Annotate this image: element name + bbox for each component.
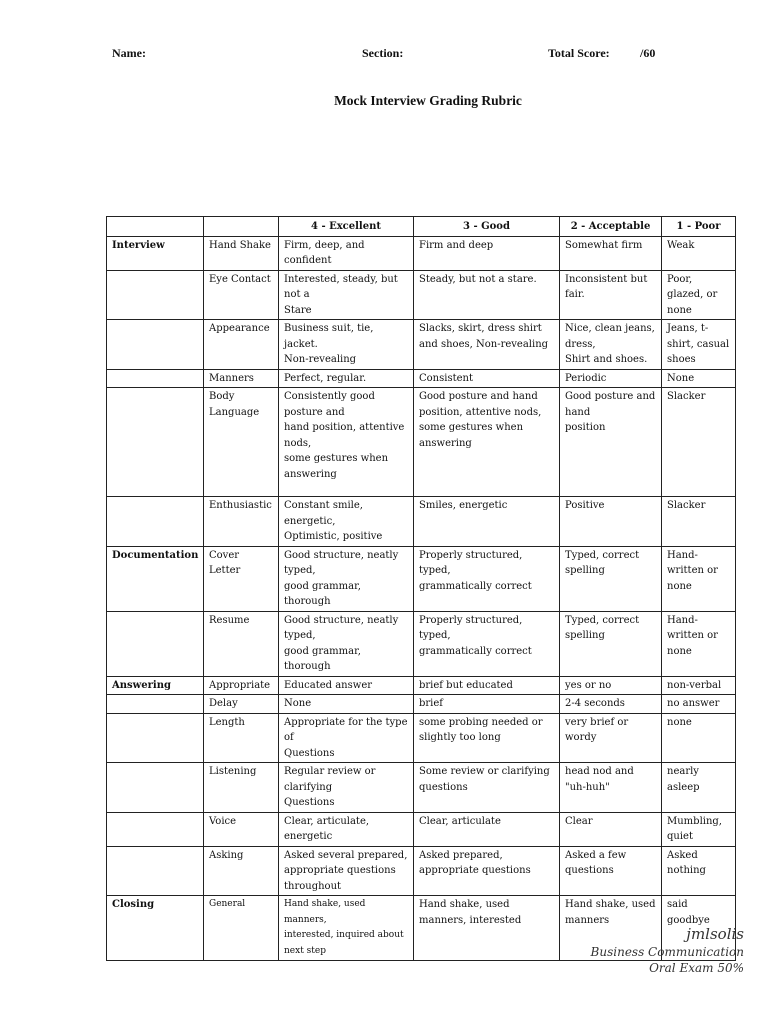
table-row	[107, 546, 736, 611]
cell-text: glazed, or	[667, 289, 718, 300]
cell-text: Jeans, t-	[667, 323, 709, 334]
cell-poor	[662, 388, 736, 497]
cell-text: None	[284, 698, 312, 709]
cell-text: hand position, attentive	[284, 422, 405, 433]
cell-good	[414, 896, 560, 961]
cell-text: Firm, deep, and	[284, 239, 365, 251]
cell-criterion	[204, 846, 279, 896]
cell-criterion	[204, 812, 279, 846]
cell-text: Poor,	[667, 273, 693, 285]
section-label: Section:	[362, 46, 404, 60]
cell-excellent	[279, 846, 414, 896]
cell-text: Nice, clean jeans,	[565, 323, 655, 334]
table-row	[107, 236, 736, 270]
cell-text: good grammar, thorough	[284, 645, 361, 672]
cell-text: fair.	[565, 289, 585, 300]
cell-text: questions	[565, 865, 614, 876]
cell-text: Eye Contact	[209, 273, 271, 285]
signature-line-1: Business Communication	[590, 945, 744, 959]
cell-text: Documentation	[112, 549, 199, 561]
cell-text: position	[565, 422, 606, 433]
cell-text: throughout	[284, 880, 342, 892]
cell-text: slightly too long	[419, 732, 501, 743]
cell-good	[414, 369, 560, 388]
rubric-table	[106, 216, 736, 961]
cell-text: asleep	[667, 781, 700, 793]
cell-category	[107, 546, 204, 611]
cell-category	[107, 846, 204, 896]
cell-text: typed,	[284, 565, 316, 576]
cell-good	[414, 497, 560, 547]
cell-text: Voice	[209, 815, 237, 827]
cell-text: "uh-huh"	[565, 781, 610, 793]
page-title: Mock Interview Grading Rubric	[334, 93, 522, 108]
total-score-label: Total Score:	[548, 46, 610, 60]
cell-text: Good posture and hand	[419, 391, 538, 402]
cell-criterion	[204, 320, 279, 370]
cell-category	[107, 369, 204, 388]
cell-excellent	[279, 388, 414, 497]
cell-text: Asking	[209, 849, 244, 861]
cell-text: goodbye	[667, 914, 710, 926]
cell-text: Slacker	[667, 500, 706, 511]
cell-text: nods,	[284, 437, 312, 449]
column-header-good: 3 - Good	[414, 217, 560, 237]
cell-text: Interview	[112, 239, 165, 251]
cell-criterion	[204, 695, 279, 714]
cell-text: Manners	[209, 372, 254, 384]
rubric-header-row	[107, 217, 736, 237]
cell-text: Delay	[209, 698, 238, 709]
cell-text: Slacks, skirt, dress shirt	[419, 323, 542, 334]
cell-text: written or	[667, 630, 718, 641]
cell-category	[107, 763, 204, 813]
table-row	[107, 320, 736, 370]
table-row	[107, 270, 736, 320]
cell-text: Questions	[284, 797, 335, 808]
cell-text: shirt, casual	[667, 338, 730, 350]
cell-text: Consistent	[419, 372, 473, 384]
cell-text: Steady, but not a stare.	[419, 273, 537, 285]
cell-good	[414, 611, 560, 676]
cell-text: Questions	[284, 747, 335, 759]
cell-excellent	[279, 497, 414, 547]
cell-text: Asked	[667, 849, 698, 861]
cell-text: spelling	[565, 565, 605, 576]
cell-text: Good posture and	[565, 391, 656, 402]
cell-category	[107, 896, 204, 961]
table-row	[107, 611, 736, 676]
cell-criterion	[204, 270, 279, 320]
table-row	[107, 763, 736, 813]
cell-text: brief	[419, 698, 443, 709]
total-score-value: /60	[640, 46, 656, 60]
cell-text: Length	[209, 716, 245, 728]
cell-text: Typed, correct	[565, 614, 640, 626]
rubric-body	[107, 236, 736, 961]
cell-text: Slacker	[667, 391, 706, 402]
cell-text: Some review or clarifying	[419, 766, 550, 777]
cell-category	[107, 676, 204, 695]
table-row	[107, 369, 736, 388]
cell-text: none	[667, 645, 692, 657]
cell-poor	[662, 695, 736, 714]
cell-text: Clear, articulate,	[284, 815, 370, 827]
cell-text: none	[667, 580, 692, 592]
cell-text: energetic,	[284, 515, 336, 527]
cell-text: Smiles, energetic	[419, 500, 508, 511]
cell-excellent	[279, 369, 414, 388]
cell-excellent	[279, 812, 414, 846]
cell-text: manners	[565, 914, 610, 926]
cell-acceptable	[560, 497, 662, 547]
cell-text: written or	[667, 565, 718, 576]
cell-text: Positive	[565, 500, 605, 511]
cell-text: General	[209, 899, 246, 909]
cell-text: Periodic	[565, 372, 607, 384]
cell-good	[414, 812, 560, 846]
cell-text: Hand shake, used	[419, 899, 510, 910]
cell-text: Consistently good	[284, 391, 375, 402]
cell-criterion	[204, 676, 279, 695]
cell-excellent	[279, 676, 414, 695]
cell-good	[414, 763, 560, 813]
cell-text: posture and	[284, 406, 345, 418]
cell-good	[414, 713, 560, 763]
cell-text: good grammar, thorough	[284, 580, 361, 607]
cell-acceptable	[560, 270, 662, 320]
signature-block	[591, 924, 744, 976]
cell-text: Answering	[112, 679, 171, 691]
cell-text: Regular review or	[284, 766, 376, 777]
cell-text: next step	[284, 945, 326, 956]
cell-text: interested, inquired about	[284, 930, 404, 940]
cell-text: Appropriate for the type	[284, 716, 408, 728]
cell-text: not a	[284, 289, 310, 300]
cell-text: Closing	[112, 899, 155, 910]
cell-excellent	[279, 270, 414, 320]
cell-text: Enthusiastic	[209, 500, 272, 511]
cell-text: confident	[284, 255, 332, 266]
cell-criterion	[204, 763, 279, 813]
cell-text: nothing	[667, 865, 706, 876]
cell-category	[107, 270, 204, 320]
cell-excellent	[279, 713, 414, 763]
cell-good	[414, 388, 560, 497]
cell-text: Shirt and shoes.	[565, 354, 648, 365]
table-row	[107, 713, 736, 763]
cell-acceptable	[560, 546, 662, 611]
cell-text: clarifying	[284, 781, 333, 793]
cell-text: Properly structured, typed,	[419, 549, 523, 576]
cell-text: Inconsistent but	[565, 273, 648, 285]
cell-text: Letter	[209, 565, 241, 576]
cell-category	[107, 713, 204, 763]
cell-text: appropriate questions	[284, 865, 396, 876]
cell-text: Optimistic, positive	[284, 531, 383, 542]
cell-text: Somewhat firm	[565, 239, 643, 251]
cell-text: appropriate questions	[419, 865, 531, 876]
cell-text: Cover	[209, 549, 240, 561]
cell-text: Weak	[667, 239, 695, 251]
cell-text: of	[284, 732, 294, 743]
cell-text: head nod and	[565, 766, 634, 777]
cell-text: Resume	[209, 614, 250, 626]
cell-criterion	[204, 369, 279, 388]
cell-good	[414, 846, 560, 896]
cell-text: shoes	[667, 354, 696, 365]
cell-text: Body	[209, 391, 235, 402]
cell-text: Asked prepared,	[419, 849, 503, 861]
table-row	[107, 497, 736, 547]
cell-text: grammatically correct	[419, 580, 532, 592]
cell-text: dress,	[565, 338, 596, 350]
cell-text: quiet	[667, 831, 693, 842]
cell-acceptable	[560, 236, 662, 270]
cell-text: Constant smile,	[284, 500, 363, 511]
cell-text: very brief or	[565, 716, 629, 728]
cell-text: some gestures when	[284, 453, 389, 464]
cell-text: and shoes, Non-revealing	[419, 338, 549, 350]
cell-criterion	[204, 713, 279, 763]
cell-text: brief but educated	[419, 679, 513, 691]
cell-text: Asked several prepared,	[284, 849, 408, 861]
column-header-excellent: 4 - Excellent	[279, 217, 414, 237]
cell-poor	[662, 763, 736, 813]
cell-text: position, attentive nods,	[419, 406, 542, 418]
cell-text: some gestures when	[419, 422, 524, 433]
cell-criterion	[204, 388, 279, 497]
cell-poor	[662, 846, 736, 896]
cell-text: questions	[419, 781, 468, 793]
column-header-acceptable: 2 - Acceptable	[560, 217, 662, 237]
cell-text: Perfect, regular.	[284, 372, 367, 384]
cell-acceptable	[560, 713, 662, 763]
table-row	[107, 695, 736, 714]
cell-criterion	[204, 896, 279, 961]
cell-text: Hand shake, used manners,	[284, 899, 366, 925]
cell-text: Hand Shake	[209, 239, 271, 251]
cell-acceptable	[560, 388, 662, 497]
cell-acceptable	[560, 695, 662, 714]
cell-poor	[662, 546, 736, 611]
cell-acceptable	[560, 846, 662, 896]
cell-excellent	[279, 236, 414, 270]
cell-text: energetic	[284, 831, 333, 842]
cell-text: Asked a few	[565, 849, 627, 861]
cell-text: Business suit, tie, jacket.	[284, 323, 374, 350]
cell-poor	[662, 320, 736, 370]
cell-text: Hand-	[667, 549, 698, 561]
cell-text: Firm and deep	[419, 239, 494, 251]
cell-good	[414, 546, 560, 611]
table-row	[107, 388, 736, 497]
cell-text: some probing needed or	[419, 716, 543, 728]
cell-category	[107, 388, 204, 497]
cell-poor	[662, 713, 736, 763]
cell-text: 2-4 seconds	[565, 698, 625, 709]
table-row	[107, 812, 736, 846]
cell-text: no answer	[667, 698, 720, 709]
cell-poor	[662, 369, 736, 388]
cell-text: none	[667, 304, 692, 316]
cell-text: Stare	[284, 304, 312, 316]
cell-excellent	[279, 546, 414, 611]
cell-category	[107, 320, 204, 370]
cell-text: Non-revealing	[284, 354, 357, 365]
cell-text: wordy	[565, 732, 597, 743]
cell-category	[107, 812, 204, 846]
cell-text: non-verbal	[667, 679, 722, 691]
cell-text: Appearance	[209, 323, 270, 334]
cell-category	[107, 611, 204, 676]
cell-category	[107, 497, 204, 547]
cell-criterion	[204, 236, 279, 270]
cell-text: said	[667, 899, 688, 910]
cell-excellent	[279, 611, 414, 676]
cell-good	[414, 320, 560, 370]
cell-text: Interested, steady, but	[284, 273, 398, 285]
column-header-category	[107, 217, 204, 237]
cell-text: Clear, articulate	[419, 815, 501, 827]
table-row	[107, 846, 736, 896]
cell-poor	[662, 611, 736, 676]
cell-text: Mumbling,	[667, 815, 722, 827]
signature-name: jmlsolis	[686, 925, 744, 943]
cell-criterion	[204, 546, 279, 611]
signature-line-2: Oral Exam 50%	[649, 961, 744, 975]
cell-acceptable	[560, 763, 662, 813]
column-header-criterion	[204, 217, 279, 237]
cell-acceptable	[560, 676, 662, 695]
cell-good	[414, 270, 560, 320]
cell-text: spelling	[565, 630, 605, 641]
cell-good	[414, 676, 560, 695]
cell-text: manners, interested	[419, 914, 522, 926]
cell-text: none	[667, 716, 692, 728]
cell-acceptable	[560, 369, 662, 388]
cell-good	[414, 236, 560, 270]
cell-acceptable	[560, 320, 662, 370]
cell-text: hand	[565, 406, 591, 418]
cell-text: None	[667, 372, 695, 384]
cell-excellent	[279, 695, 414, 714]
cell-excellent	[279, 896, 414, 961]
cell-text: Clear	[565, 815, 593, 827]
cell-text: Language	[209, 406, 260, 418]
name-label: Name:	[112, 46, 146, 60]
cell-text: grammatically correct	[419, 645, 532, 657]
cell-text: Educated answer	[284, 679, 373, 691]
cell-acceptable	[560, 812, 662, 846]
cell-poor	[662, 676, 736, 695]
cell-text: typed,	[284, 630, 316, 641]
cell-text: Typed, correct	[565, 549, 640, 561]
cell-text: answering	[419, 437, 472, 449]
cell-excellent	[279, 763, 414, 813]
column-header-poor: 1 - Poor	[662, 217, 736, 237]
cell-poor	[662, 497, 736, 547]
cell-text: Properly structured, typed,	[419, 614, 523, 641]
cell-acceptable	[560, 611, 662, 676]
cell-text: Hand shake, used	[565, 899, 656, 910]
cell-poor	[662, 236, 736, 270]
header	[0, 46, 768, 66]
cell-text: nearly	[667, 766, 699, 777]
cell-text: answering	[284, 468, 337, 480]
cell-text: yes or no	[565, 679, 612, 691]
cell-text: Listening	[209, 766, 257, 777]
cell-excellent	[279, 320, 414, 370]
cell-text: Good structure, neatly	[284, 549, 399, 561]
cell-text: Hand-	[667, 614, 698, 626]
cell-criterion	[204, 497, 279, 547]
cell-category	[107, 695, 204, 714]
cell-good	[414, 695, 560, 714]
cell-criterion	[204, 611, 279, 676]
cell-text: Appropriate	[209, 679, 271, 691]
cell-text: Good structure, neatly	[284, 614, 399, 626]
cell-poor	[662, 270, 736, 320]
table-row	[107, 676, 736, 695]
cell-category	[107, 236, 204, 270]
cell-poor	[662, 812, 736, 846]
